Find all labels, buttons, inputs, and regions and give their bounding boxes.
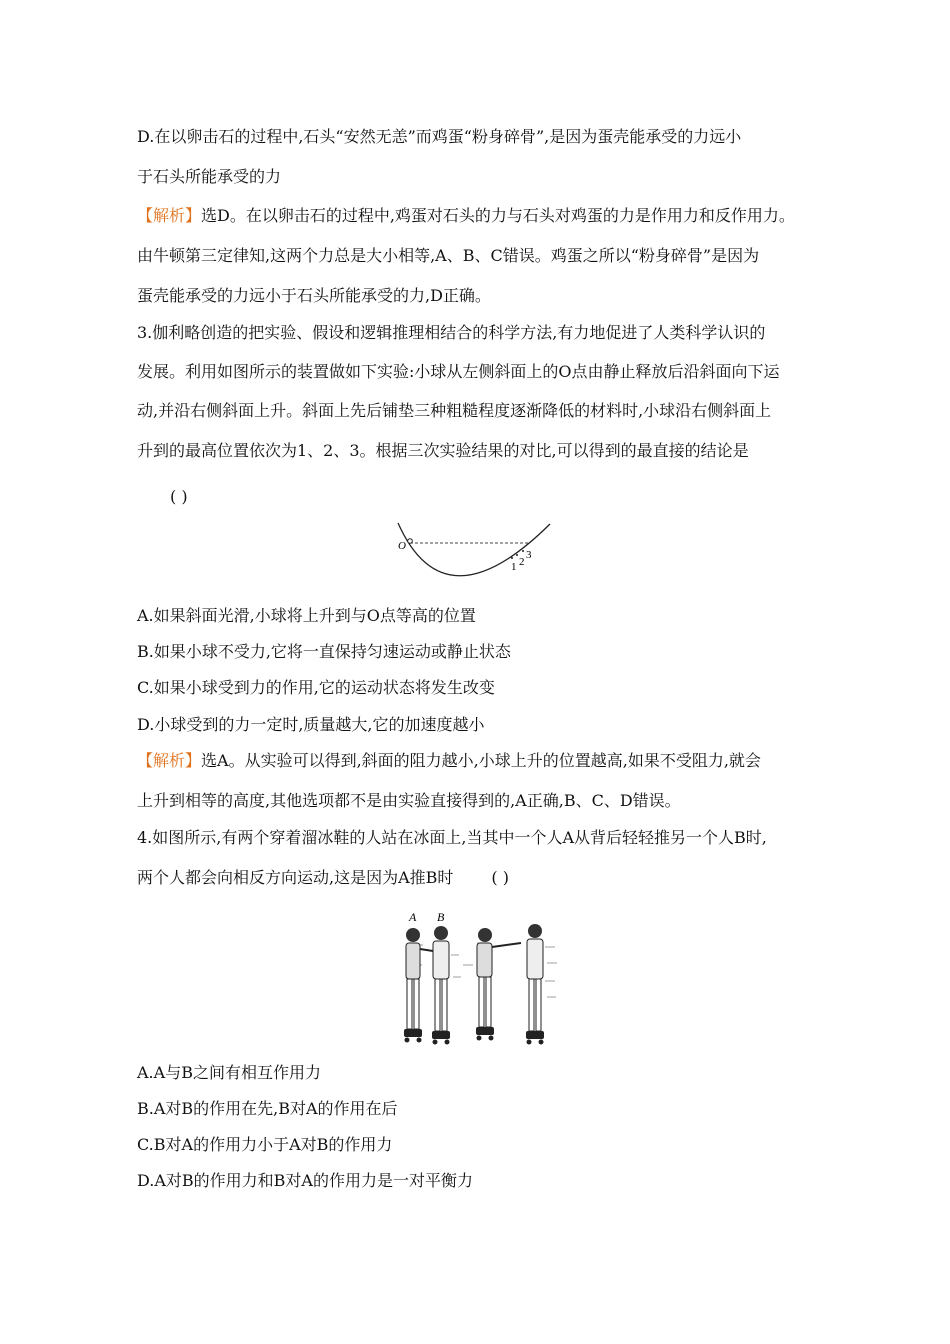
q3-option-b: B.如果小球不受力,它将一直保持匀速运动或静止状态 [137, 642, 511, 661]
mark-3 [522, 550, 524, 552]
point-o-label: O [398, 540, 406, 552]
q3-option-d: D.小球受到的力一定时,质量越大,它的加速度越小 [137, 715, 485, 734]
q2-option-d-line2: 于石头所能承受的力 [137, 167, 282, 186]
skater-a-icon [404, 928, 433, 1043]
q4-option-c: C.B对A的作用力小于A对B的作用力 [137, 1135, 393, 1154]
skater-b-moving-icon [526, 924, 544, 1045]
q4-option-b: B.A对B的作用在先,B对A的作用在后 [137, 1099, 398, 1118]
analysis-tag: 【解析】 [137, 206, 202, 225]
mark-2 [516, 554, 518, 556]
q3-stem-line1: 3.伽利略创造的把实验、假设和逻辑推理相结合的科学方法,有力地促进了人类科学认识的 [137, 323, 766, 342]
ball-icon [408, 539, 413, 544]
position-2-label: 2 [519, 556, 525, 568]
mark-1 [511, 557, 513, 559]
q4-option-a: A.A与B之间有相互作用力 [137, 1063, 321, 1082]
q4-stem-line1: 4.如图所示,有两个穿着溜冰鞋的人站在冰面上,当其中一个人A从背后轻轻推另一个人B时, [137, 828, 767, 847]
q3-slope-figure [390, 518, 560, 588]
q2-analysis-line2: 由牛顿第三定律知,这两个力总是大小相等,A、B、C错误。鸡蛋之所以“粉身碎骨”是因为 [137, 246, 760, 265]
q3-stem-line2: 发展。利用如图所示的装置做如下实验:小球从左侧斜面上的O点由静止释放后沿斜面向下运 [137, 362, 780, 381]
q4-stem-text: 两个人都会向相反方向运动,这是因为A推B时 [137, 868, 454, 887]
q3-stem-line3: 动,并沿右侧斜面上升。斜面上先后铺垫三种粗糙程度逐渐降低的材料时,小球沿右侧斜面上 [137, 401, 772, 420]
skater-a-moving-icon [476, 928, 521, 1041]
q3-analysis-line2: 上升到相等的高度,其他选项都不是由实验直接得到的,A正确,B、C、D错误。 [137, 791, 681, 810]
q2-option-d-line1: D.在以卵击石的过程中,石头“安然无恙”而鸡蛋“粉身碎骨”,是因为蛋壳能承受的力远小 [137, 127, 742, 146]
label-a: A [409, 910, 417, 924]
q4-stem-line2 [137, 867, 850, 889]
q3-option-a: A.如果斜面光滑,小球将上升到与O点等高的位置 [137, 606, 476, 625]
q2-analysis-line3: 蛋壳能承受的力远小于石头所能承受的力,D正确。 [137, 286, 491, 305]
skater-b-icon [432, 926, 450, 1045]
position-3-label: 3 [526, 549, 532, 561]
q3-analysis-line1 [137, 750, 850, 772]
q3-option-c: C.如果小球受到力的作用,它的运动状态将发生改变 [137, 678, 495, 697]
label-b: B [437, 910, 445, 924]
position-1-label: 1 [511, 561, 517, 573]
q4-option-d: D.A对B的作用力和B对A的作用力是一对平衡力 [137, 1171, 473, 1190]
q3-analysis-text: 选A。从实验可以得到,斜面的阻力越小,小球上升的位置越高,如果不受阻力,就会 [201, 751, 761, 770]
q2-analysis-text: 选D。在以卵击石的过程中,鸡蛋对石头的力与石头对鸡蛋的力是作用力和反作用力。 [201, 206, 795, 225]
q3-answer-blank: ( ) [170, 487, 188, 506]
q4-skaters-figure [395, 905, 565, 1053]
analysis-tag: 【解析】 [137, 751, 202, 770]
q2-analysis-line1 [137, 205, 850, 227]
q4-answer-blank: ( ) [491, 868, 509, 887]
q3-stem-line4: 升到的最高位置依次为1、2、3。根据三次实验结果的对比,可以得到的最直接的结论是 [137, 441, 749, 460]
